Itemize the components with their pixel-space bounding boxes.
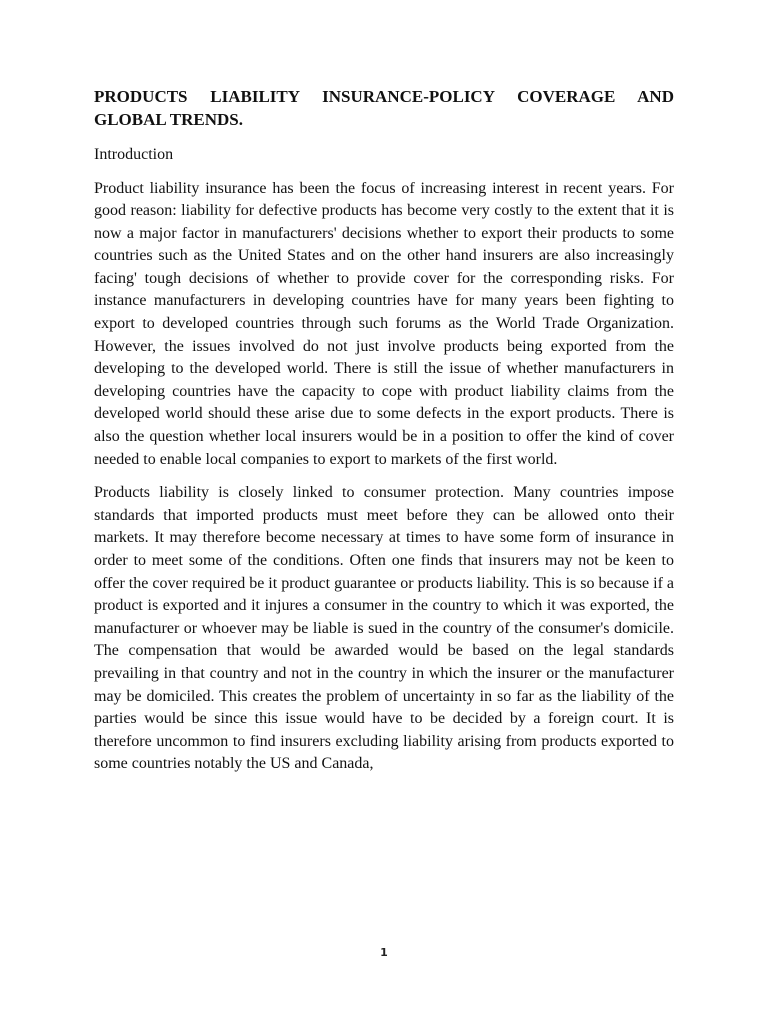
page-number: 1	[380, 946, 388, 959]
document-body	[94, 86, 674, 787]
document-title: PRODUCTS LIABILITY INSURANCE-POLICY COVERAGE AND GLOBAL TRENDS.	[94, 87, 674, 129]
section-heading: Introduction	[94, 146, 174, 163]
paragraph-1: Product liability insurance has been the focus of increasing interest in recent years. For good reason: liability for defective products has become very costly to the extent that it is now a major factor in manufacturers' decisions whether to export their products to some countries such as the United States and on the other hand insurers are also increasingly facing' tough decisions of whether to provide cover for the corresponding risks. For instance manufacturers in developing countries have for many years been fighting to export to developed countries through such forums as the World Trade Organization. However, the issues involved do not just involve products being exported from the developing to the developed world. There is still the issue of whether manufacturers in developing countries have the capacity to cope with product liability claims from the developed world should these arise due to some defects in the export products. There is also the question whether local insurers would be in a position to offer the kind of cover needed to enable local companies to export to markets of the first world.	[94, 179, 674, 468]
paragraph-2: Products liability is closely linked to consumer protection. Many countries impose standards that imported products must meet before they can be allowed onto their markets. It may therefore become necessary at times to have some form of insurance in order to meet some of the conditions. Often one finds that insurers may not be keen to offer the cover required be it product guarantee or products liability. This is so because if a product is exported and it injures a consumer in the country to which it was exported, the manufacturer or whoever may be liable is sued in the country of the consumer's domicile. The compensation that would be awarded would be based on the legal standards prevailing in that country and not in the country in which the insurer or the manufacturer may be domiciled. This creates the problem of uncertainty in so far as the liability of the parties would be since this issue would have to be decided by a foreign court. It is therefore uncommon to find insurers excluding liability arising from products exported to some countries notably the US and Canada,	[94, 484, 674, 773]
